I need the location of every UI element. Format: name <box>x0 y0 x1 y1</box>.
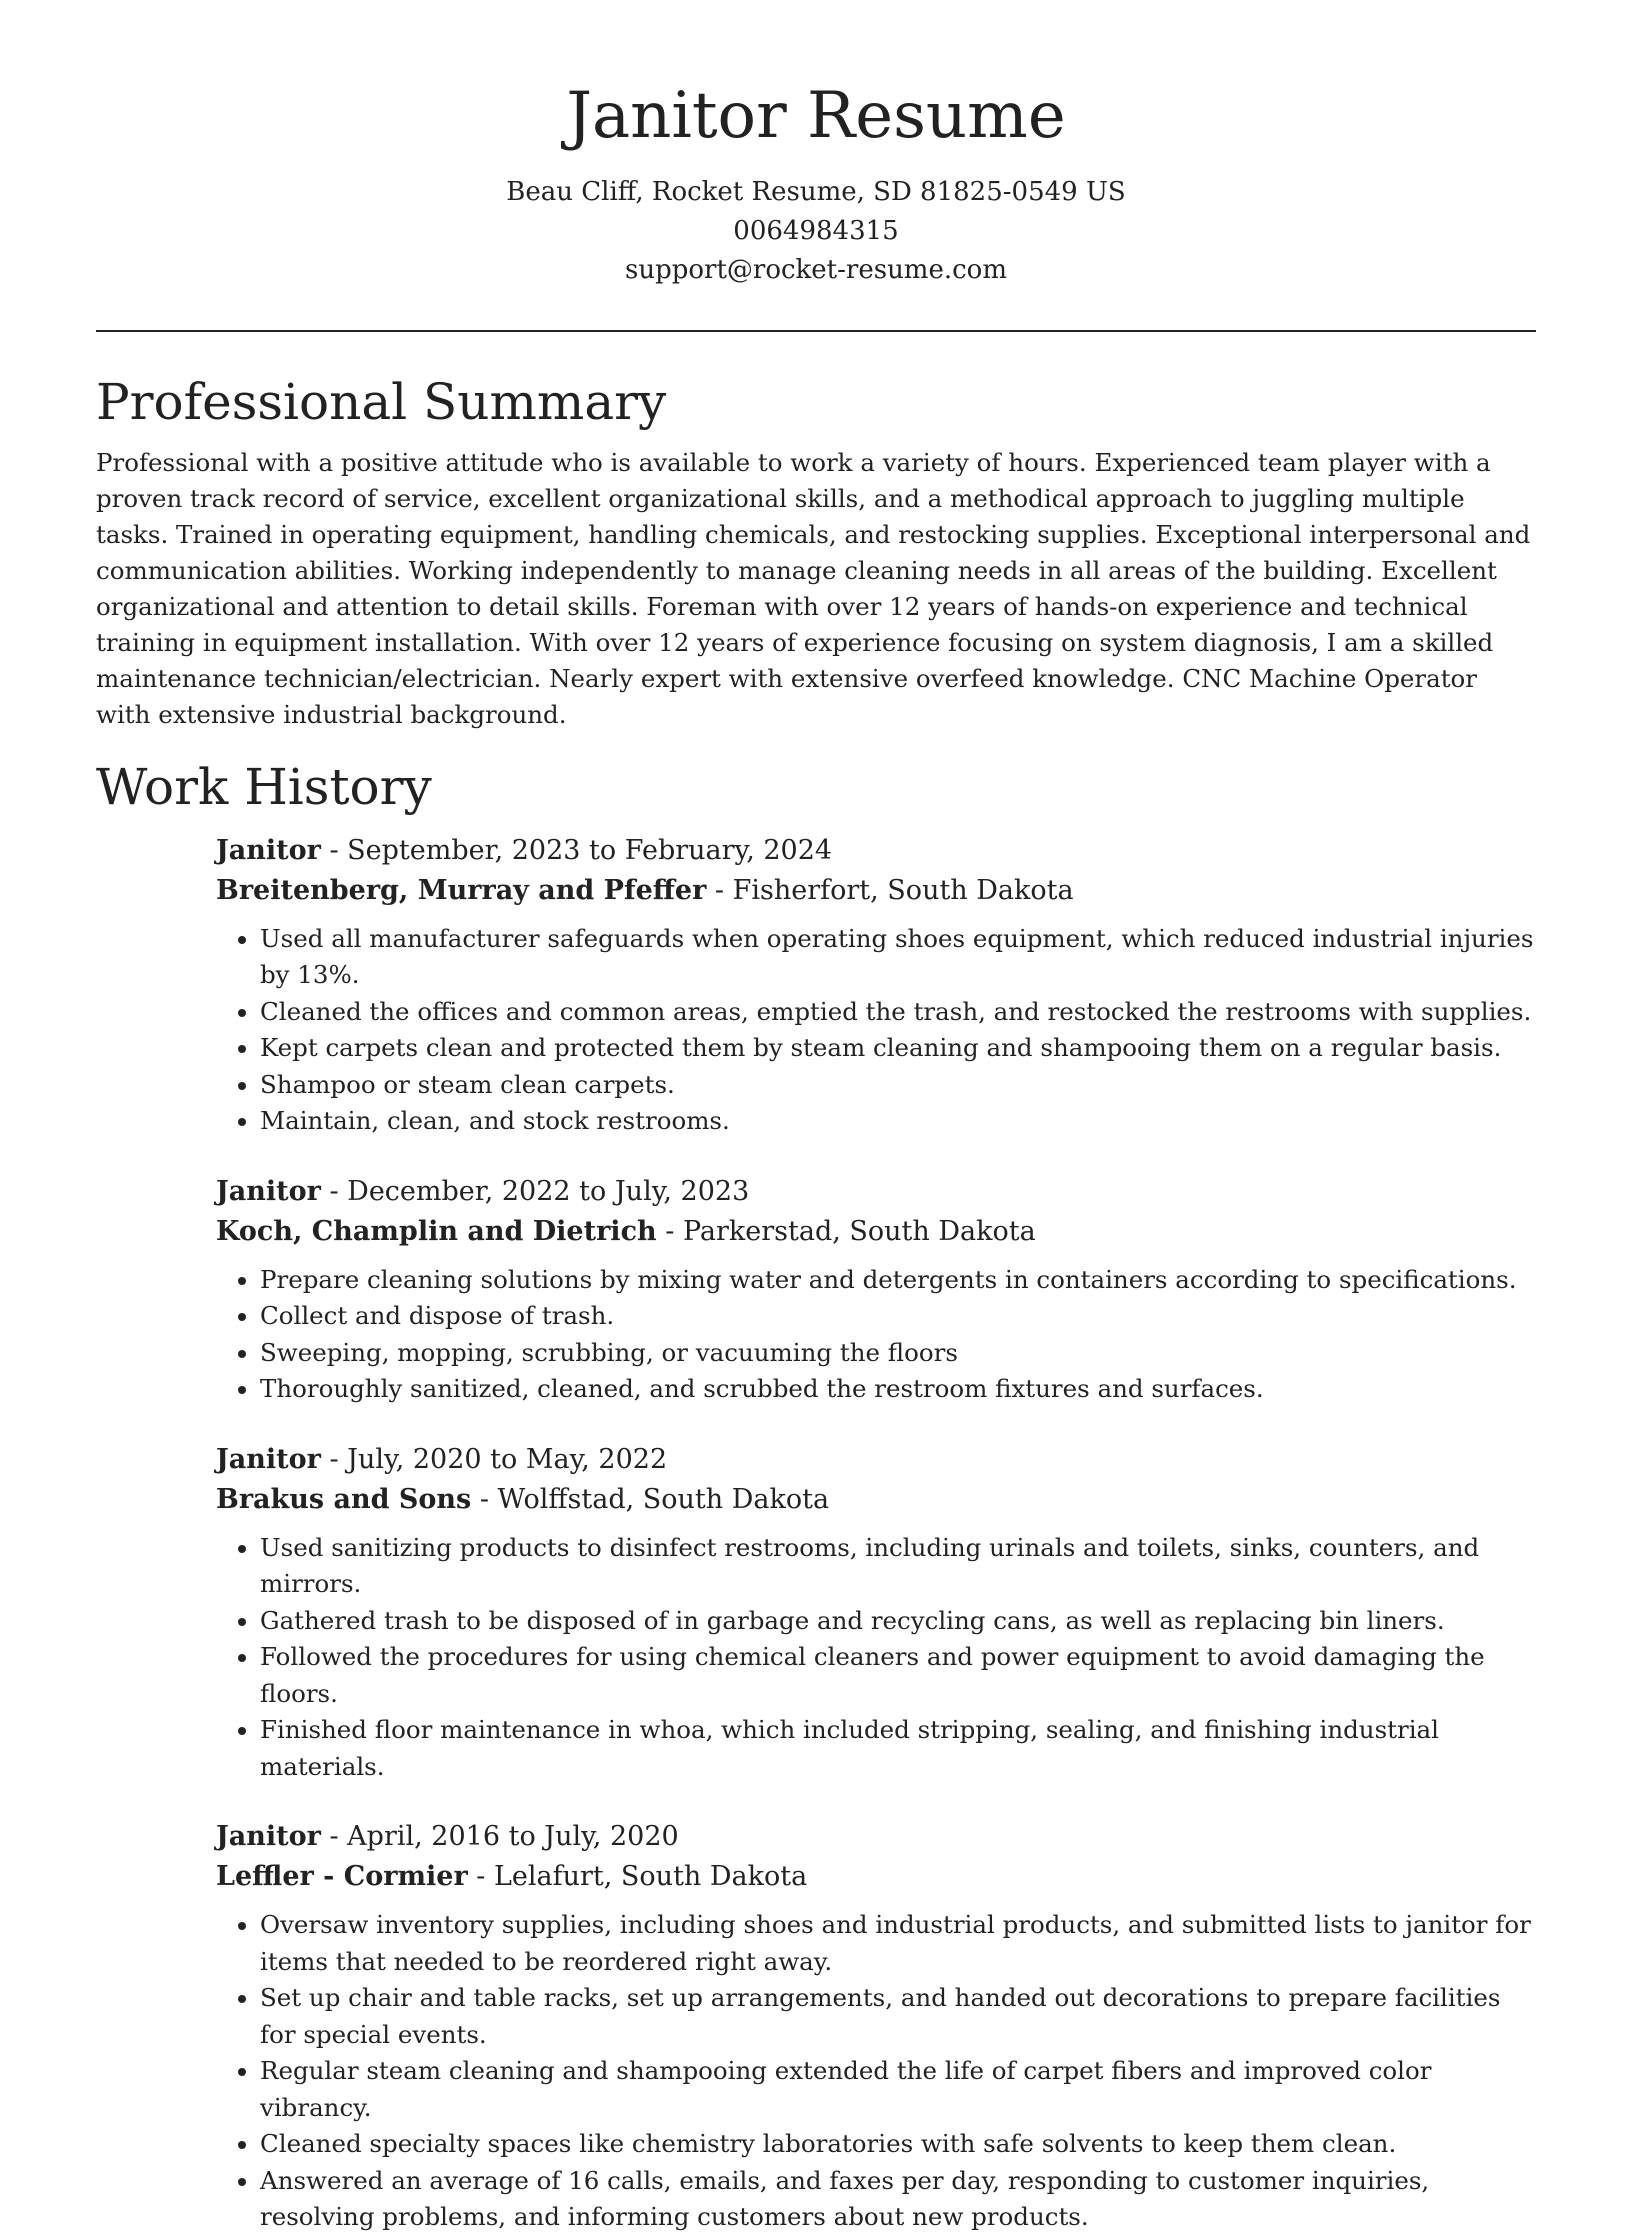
job-entry <box>216 831 1536 1140</box>
job-bullet: • Thoroughly sanitized, cleaned, and scrubbed the restroom fixtures and surfaces. <box>260 1371 1536 1408</box>
job-company-line <box>216 1212 1536 1252</box>
header-divider <box>96 330 1536 332</box>
job-separator: - <box>320 1443 348 1475</box>
job-company: Leffler - Cormier <box>216 1861 468 1893</box>
job-bullet: • Maintain, clean, and stock restrooms. <box>260 1103 1536 1140</box>
job-title: Janitor <box>216 1821 321 1853</box>
job-separator: - <box>471 1483 498 1515</box>
job-separator: - <box>467 1861 494 1893</box>
job-title: Janitor <box>216 1443 321 1475</box>
job-company: Koch, Champlin and Dietrich <box>216 1215 657 1247</box>
job-bullet: • Prepare cleaning solutions by mixing water and detergents in containers according to specifications. <box>260 1262 1536 1299</box>
job-bullet: • Regular steam cleaning and shampooing extended the life of carpet fibers and improved color vibrancy. <box>260 2053 1536 2126</box>
job-location: Wolffstad, South Dakota <box>497 1483 830 1515</box>
job-bullet: • Kept carpets clean and protected them by steam cleaning and shampooing them on a regular basis. <box>260 1030 1536 1067</box>
job-bullet: • Followed the procedures for using chemical cleaners and power equipment to avoid damaging the floors. <box>260 1639 1536 1712</box>
summary-text: Professional with a positive attitude who is available to work a variety of hours. Experienced team player with a proven track record of service, excellent organizational skills, and a methodical approach to juggling multiple tasks. Trained in operating equipment, handling chemicals, and restocking supplies. Exceptional interpersonal and communication abilities. Working independently to manage cleaning needs in all areas of the building. Excellent organizational and attention to detail skills. Foreman with over 12 years of hands-on experience and technical training in equipment installation. With over 12 years of experience focusing on system diagnosis, I am a skilled maintenance technician/electrician. Nearly expert with extensive overfeed knowledge. CNC Machine Operator with extensive industrial background. <box>96 448 1531 730</box>
job-separator: - <box>320 834 348 866</box>
job-company-line <box>216 1857 1536 1897</box>
job-entry <box>216 1817 1536 2236</box>
job-bullet: • Finished floor maintenance in whoa, which included stripping, sealing, and finishing industrial materials. <box>260 1712 1536 1785</box>
job-bullet: • Collect and dispose of trash. <box>260 1298 1536 1335</box>
job-dates: April, 2016 to July, 2020 <box>347 1821 679 1853</box>
contact-phone: 0064984315 <box>733 215 899 246</box>
job-entry <box>216 1440 1536 1786</box>
job-bullets <box>216 921 1536 1140</box>
job-bullet: • Set up chair and table racks, set up arrangements, and handed out decorations to prepare facilities for special events. <box>260 1980 1536 2053</box>
job-dates: December, 2022 to July, 2023 <box>347 1175 750 1207</box>
summary-heading: Professional Summary <box>96 372 667 431</box>
job-dates: July, 2020 to May, 2022 <box>347 1443 668 1475</box>
job-company-line <box>216 1480 1536 1520</box>
job-bullet: • Cleaned the offices and common areas, emptied the trash, and restocked the restrooms with supplies. <box>260 994 1536 1031</box>
resume-header <box>96 0 1536 290</box>
job-title-line <box>216 1440 1536 1480</box>
job-company: Brakus and Sons <box>216 1483 472 1515</box>
job-bullets <box>216 1530 1536 1786</box>
work-history-heading: Work History <box>96 758 432 817</box>
job-bullet: • Cleaned specialty spaces like chemistry laboratories with safe solvents to keep them clean. <box>260 2126 1536 2163</box>
job-company: Breitenberg, Murray and Pfeffer <box>216 874 707 906</box>
contact-address: Beau Cliff, Rocket Resume, SD 81825-0549 US <box>506 176 1126 207</box>
contact-block <box>96 173 1536 290</box>
job-separator: - <box>320 1175 348 1207</box>
job-bullet: • Oversaw inventory supplies, including shoes and industrial products, and submitted lists to janitor for items that needed to be reordered right away. <box>260 1907 1536 1980</box>
job-title: Janitor <box>216 834 321 866</box>
job-bullet: • Sweeping, mopping, scrubbing, or vacuuming the floors <box>260 1335 1536 1372</box>
job-bullet: • Gathered trash to be disposed of in garbage and recycling cans, as well as replacing bin liners. <box>260 1603 1536 1640</box>
job-separator: - <box>656 1215 683 1247</box>
job-location: Lelafurt, South Dakota <box>493 1861 808 1893</box>
job-bullet: • Answered an average of 16 calls, emails, and faxes per day, responding to customer inquiries, resolving problems, and informing customers about new products. <box>260 2163 1536 2236</box>
job-company-line <box>216 871 1536 911</box>
job-title-line <box>216 1172 1536 1212</box>
job-location: Fisherfort, South Dakota <box>732 874 1074 906</box>
job-separator: - <box>706 874 733 906</box>
job-title: Janitor <box>216 1175 321 1207</box>
job-list <box>216 831 1536 2236</box>
job-bullet: • Used sanitizing products to disinfect restrooms, including urinals and toilets, sinks, counters, and mirrors. <box>260 1530 1536 1603</box>
job-bullet: • Used all manufacturer safeguards when operating shoes equipment, which reduced industrial injuries by 13%. <box>260 921 1536 994</box>
summary-section <box>96 374 1536 734</box>
job-dates: September, 2023 to February, 2024 <box>347 834 833 866</box>
job-bullets <box>216 1907 1536 2236</box>
job-separator: - <box>320 1821 348 1853</box>
contact-email: support@rocket-resume.com <box>624 254 1007 285</box>
job-title-line <box>216 1817 1536 1857</box>
work-history-section <box>96 759 1536 2236</box>
job-entry <box>216 1172 1536 1408</box>
job-location: Parkerstad, South Dakota <box>682 1215 1036 1247</box>
job-bullets <box>216 1262 1536 1408</box>
resume-title: Janitor Resume <box>566 79 1066 153</box>
job-title-line <box>216 831 1536 871</box>
job-bullet: • Shampoo or steam clean carpets. <box>260 1067 1536 1104</box>
